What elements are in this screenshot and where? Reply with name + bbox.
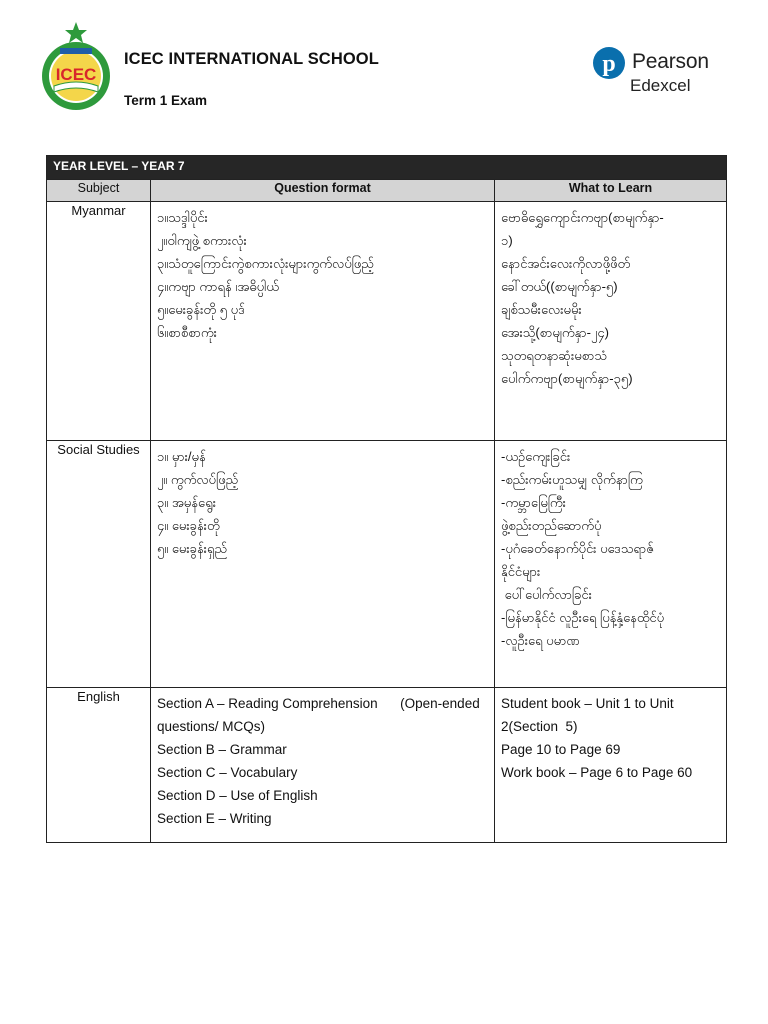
- question-format-cell: [151, 202, 495, 441]
- list-item: -လူဦးရေ ပမာဏ: [501, 633, 580, 648]
- what-to-learn-cell: [495, 202, 727, 441]
- column-header-subject: Subject: [47, 180, 151, 202]
- list-item: ၂။ ကွက်လပ်ဖြည့်: [157, 472, 239, 487]
- table-row-social-studies: [47, 441, 727, 688]
- list-item: Page 10 to Page 69: [501, 742, 621, 757]
- list-item: Section A – Reading Comprehension (Open-ended questions/ MCQs): [157, 696, 484, 734]
- year-level: YEAR LEVEL – YEAR 7: [47, 156, 727, 180]
- list-item: ၁။ မှား/မှန်: [157, 449, 206, 464]
- svg-text:p: p: [602, 51, 616, 77]
- subject-cell: English: [47, 688, 151, 843]
- list-item: -မြန်မာနိုင်ငံ လူဦးရေ ပြန့်နှံ့နေထိုင်ပုံ: [501, 610, 665, 625]
- table-row-myanmar: [47, 202, 727, 441]
- pearson-name: Pearson: [632, 50, 709, 73]
- exam-name: Term 1 Exam: [124, 93, 208, 108]
- list-item: အေးသို့(စာမျက်နှာ-၂၄): [501, 325, 609, 340]
- pearson-sub: Edexcel: [630, 76, 691, 95]
- list-item: ၂။ဝါကျဖွဲ့ စကားလုံး: [157, 233, 247, 248]
- subject-cell: Social Studies: [47, 441, 151, 688]
- list-item: ချစ်သမီးလေးမမိုး: [501, 302, 582, 317]
- question-format-cell: [151, 441, 495, 688]
- school-name: ICEC INTERNATIONAL SCHOOL: [124, 50, 379, 68]
- list-item: ၆။စာစီစာကုံး: [157, 325, 217, 340]
- table-row-english: [47, 688, 727, 843]
- question-format-cell: [151, 688, 495, 843]
- list-item: သုတရတနာဆုံးမစာသံ: [501, 348, 607, 363]
- list-item: -ယဉ်ကျေးခြင်း: [501, 449, 571, 464]
- column-header-what-to-learn: What to Learn: [495, 180, 727, 202]
- subject-cell: Myanmar: [47, 202, 151, 441]
- list-item: နိုင်ငံများ: [501, 564, 541, 579]
- list-item: ၁။သဒ္ဒါပိုင်း: [157, 210, 208, 225]
- list-item: ၅။ မေးခွန်းရှည်: [157, 541, 228, 556]
- year-level-row: [47, 156, 727, 180]
- list-item: ခေါ်တယ်((စာမျက်နှာ-၅): [501, 279, 618, 294]
- list-item: Section E – Writing: [157, 811, 272, 826]
- list-item: ပေါက်ကဗျာ(စာမျက်နှာ-၃၅): [501, 371, 633, 386]
- list-item: Work book – Page 6 to Page 60: [501, 765, 693, 780]
- list-item: ၃။ အမှန်ရွေး: [157, 495, 217, 510]
- list-item: -စည်းကမ်းဟူသမျှ လိုက်နာကြ: [501, 472, 643, 487]
- column-header-row: [47, 180, 727, 202]
- list-item: ၅။မေးခွန်းတို ၅ ပုဒ်: [157, 302, 245, 317]
- list-item: Section B – Grammar: [157, 742, 287, 757]
- list-item: ၃။သံတူကြောင်းကွဲစကားလုံးများကွက်လပ်ဖြည့်: [157, 256, 374, 271]
- list-item: Section C – Vocabulary: [157, 765, 298, 780]
- list-item: ၄။ မေးခွန်းတို: [157, 518, 220, 533]
- list-item: နောင်အင်းလေးကိုလာဖို့ဖိတ်: [501, 256, 631, 271]
- pearson-mark-icon: [592, 46, 626, 80]
- what-to-learn-cell: [495, 688, 727, 843]
- list-item: Section D – Use of English: [157, 788, 318, 803]
- exam-table: [46, 155, 727, 843]
- column-header-question-format: Question format: [151, 180, 495, 202]
- school-logo: [36, 20, 116, 112]
- list-item: -ပုဂံခေတ်နောက်ပိုင်း ပဒေသရာဇ်: [501, 541, 654, 556]
- school-logo-text: ICEC: [55, 65, 97, 84]
- list-item: -ကမ္ဘာမြေကြီး: [501, 495, 566, 510]
- list-item: ပေါ်ပေါက်လာခြင်း: [501, 587, 592, 602]
- list-item: Student book – Unit 1 to Unit 2(Section 5): [501, 696, 678, 734]
- list-item: ဗောဓိရွှေကျောင်းကဗျာ(စာမျက်နှာ-: [501, 210, 664, 225]
- list-item: ဖွဲ့စည်းတည်ဆောက်ပုံ: [501, 518, 602, 533]
- list-item: ၁): [501, 233, 513, 248]
- what-to-learn-cell: [495, 441, 727, 688]
- pearson-edexcel-logo: [590, 44, 730, 100]
- list-item: ၄။ကဗျာ ကာရန် ၊အဓိပ္ပါယ်: [157, 279, 279, 294]
